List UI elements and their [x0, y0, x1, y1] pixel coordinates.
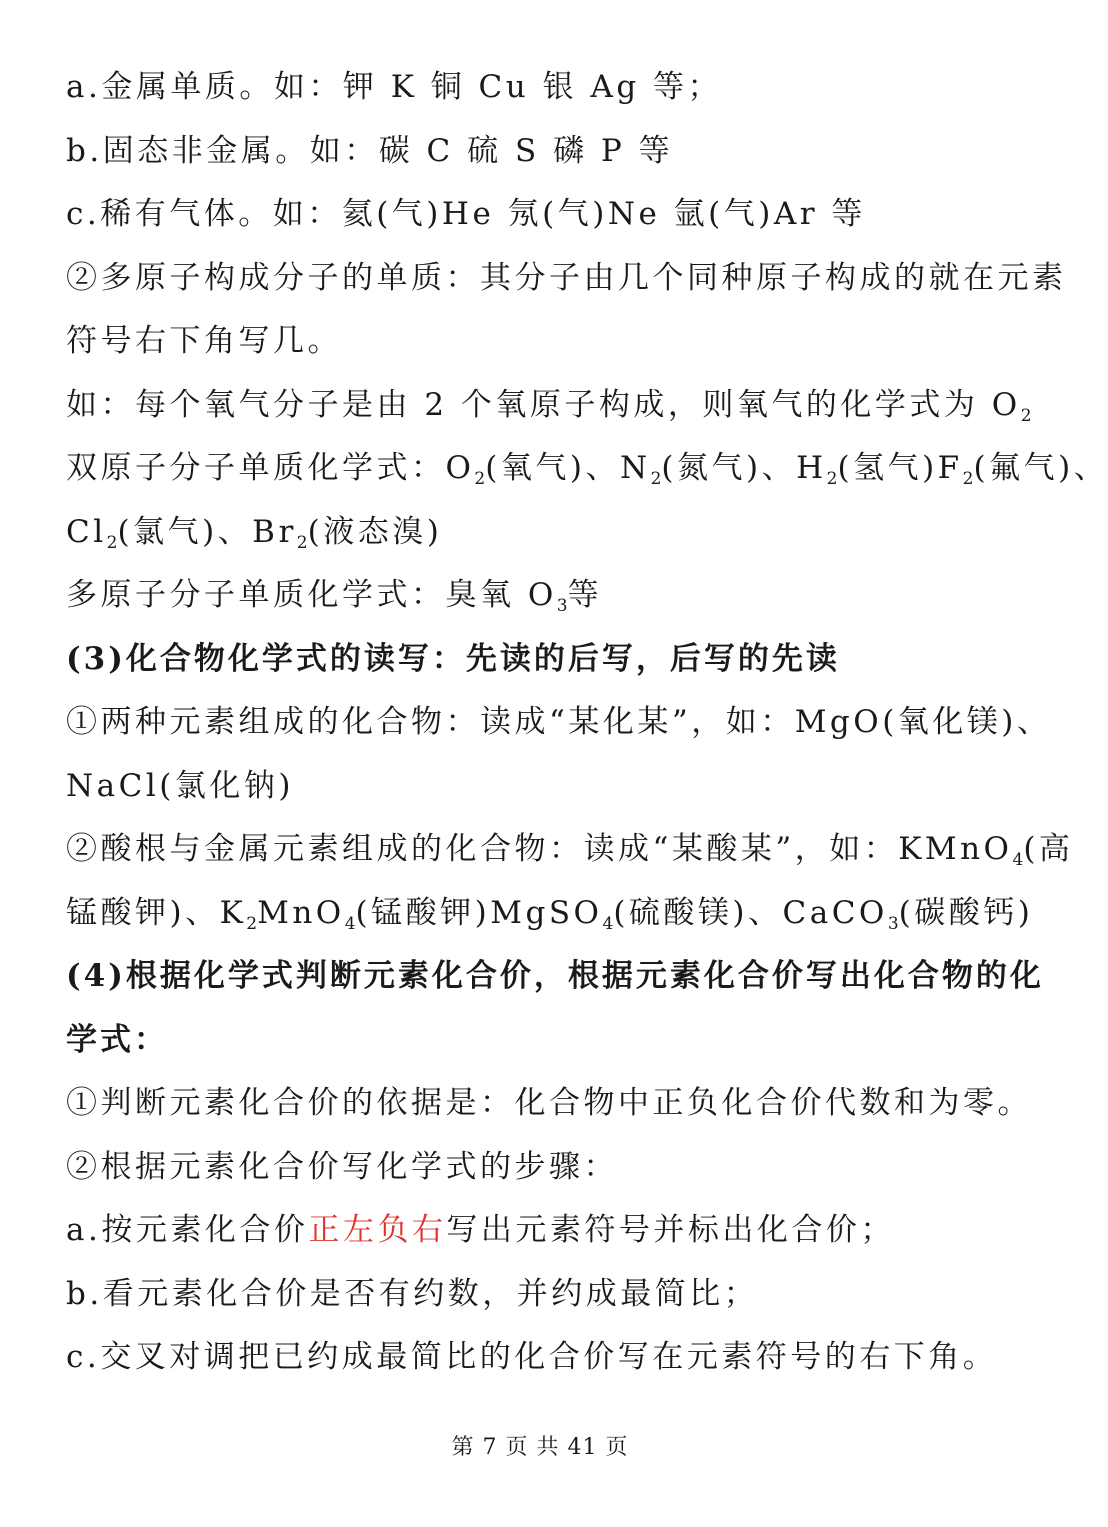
- text-line-oxygen-example: [66, 374, 1032, 438]
- text-segment: (液态溴): [307, 513, 443, 550]
- text-segment: (碳酸钙): [898, 894, 1034, 931]
- text-segment: 锰酸钾)、K: [66, 894, 247, 931]
- subscript: 3: [887, 913, 899, 934]
- text-line-noble-gases: c.稀有气体。如：氦(气)He 氖(气)Ne 氩(气)Ar 等: [66, 196, 866, 232]
- text-segment: (氧气)、N: [485, 450, 651, 486]
- section-heading-4-cont: 学式：: [66, 1021, 168, 1058]
- text-segment: 等: [567, 577, 603, 613]
- text-segment: Cl: [66, 513, 107, 550]
- text-line-acid-radical-compounds-cont: [66, 882, 1034, 946]
- document-body: [66, 56, 1108, 1390]
- text-line-step-b: b.看元素化合价是否有约数，并约成最简比；: [66, 1275, 759, 1312]
- subscript: 2: [296, 532, 308, 553]
- text-line-step-a: [66, 1199, 1016, 1263]
- subscript: 2: [650, 469, 662, 489]
- text-segment: (氟气)、: [973, 450, 1108, 486]
- text-line-multiatom-rule-cont: 符号右下角写几。: [66, 323, 342, 359]
- text-line-multiatom-rule: ②多原子构成分子的单质：其分子由几个同种原子构成的就在元素: [66, 259, 1067, 296]
- text-line-diatomic-formulas: [66, 437, 1108, 501]
- text-line-metal-elements: a.金属单质。如：钾 K 铜 Cu 银 Ag 等；: [66, 69, 723, 105]
- subscript: 2: [106, 532, 118, 553]
- text-line-solid-nonmetals: b.固态非金属。如：碳 C 硫 S 磷 P 等: [66, 132, 674, 169]
- subscript: 4: [1012, 850, 1024, 870]
- section-heading-4: (4)根据化学式判断元素化合价，根据元素化合价写出化合物的化: [66, 958, 1044, 994]
- subscript: 4: [602, 913, 614, 934]
- subscript: 3: [556, 596, 568, 616]
- subscript: 2: [826, 469, 838, 489]
- text-segment: a.按元素化合价: [66, 1212, 309, 1248]
- text-segment: (氯气)、Br: [117, 513, 297, 550]
- text-line-formula-steps: ②根据元素化合价写化学式的步骤：: [66, 1148, 618, 1185]
- text-segment: (硫酸镁)、CaCO: [613, 894, 888, 931]
- text-line-valence-basis: ①判断元素化合价的依据是：化合物中正负化合价代数和为零。: [66, 1085, 1032, 1121]
- text-segment: ②酸根与金属元素组成的化合物：读成“某酸某”，如：KMnO: [66, 831, 1013, 867]
- text-line-polyatomic-formulas: [66, 564, 1016, 628]
- text-segment: 多原子分子单质化学式：臭氧 O: [66, 577, 557, 613]
- text-segment: (高: [1023, 831, 1074, 867]
- text-line-step-c: c.交叉对调把已约成最简比的化合价写在元素符号的右下角。: [66, 1339, 998, 1375]
- text-segment: (氮气)、H: [661, 450, 827, 486]
- text-segment: 双原子分子单质化学式：O: [66, 450, 475, 486]
- subscript: 4: [344, 913, 356, 934]
- text-segment: (锰酸钾)MgSO: [355, 894, 603, 931]
- page-footer: 第 7 页 共 41 页: [451, 1435, 629, 1460]
- text-segment: (氢气)F: [837, 450, 963, 486]
- subscript: 2: [1020, 405, 1032, 426]
- text-segment: MnO: [257, 894, 345, 931]
- section-heading-3: (3)化合物化学式的读写：先读的后写，后写的先读: [66, 640, 840, 677]
- text-segment: 写出元素符号并标出化合价；: [446, 1212, 895, 1248]
- text-line-acid-radical-compounds: [66, 818, 1074, 882]
- text-segment: 如：每个氧气分子是由 2 个氧原子构成，则氧气的化学式为 O: [66, 386, 1021, 423]
- subscript: 2: [962, 469, 974, 489]
- text-line-binary-compounds-cont: NaCl(氯化钠): [66, 767, 294, 804]
- text-line-diatomic-formulas-cont: [66, 501, 1016, 565]
- highlight-text: 正左负右: [308, 1212, 447, 1248]
- text-line-binary-compounds: ①两种元素组成的化合物：读成“某化某”，如：MgO(氧化镁)、: [66, 704, 1052, 740]
- subscript: 2: [474, 469, 486, 489]
- subscript: 2: [246, 913, 258, 934]
